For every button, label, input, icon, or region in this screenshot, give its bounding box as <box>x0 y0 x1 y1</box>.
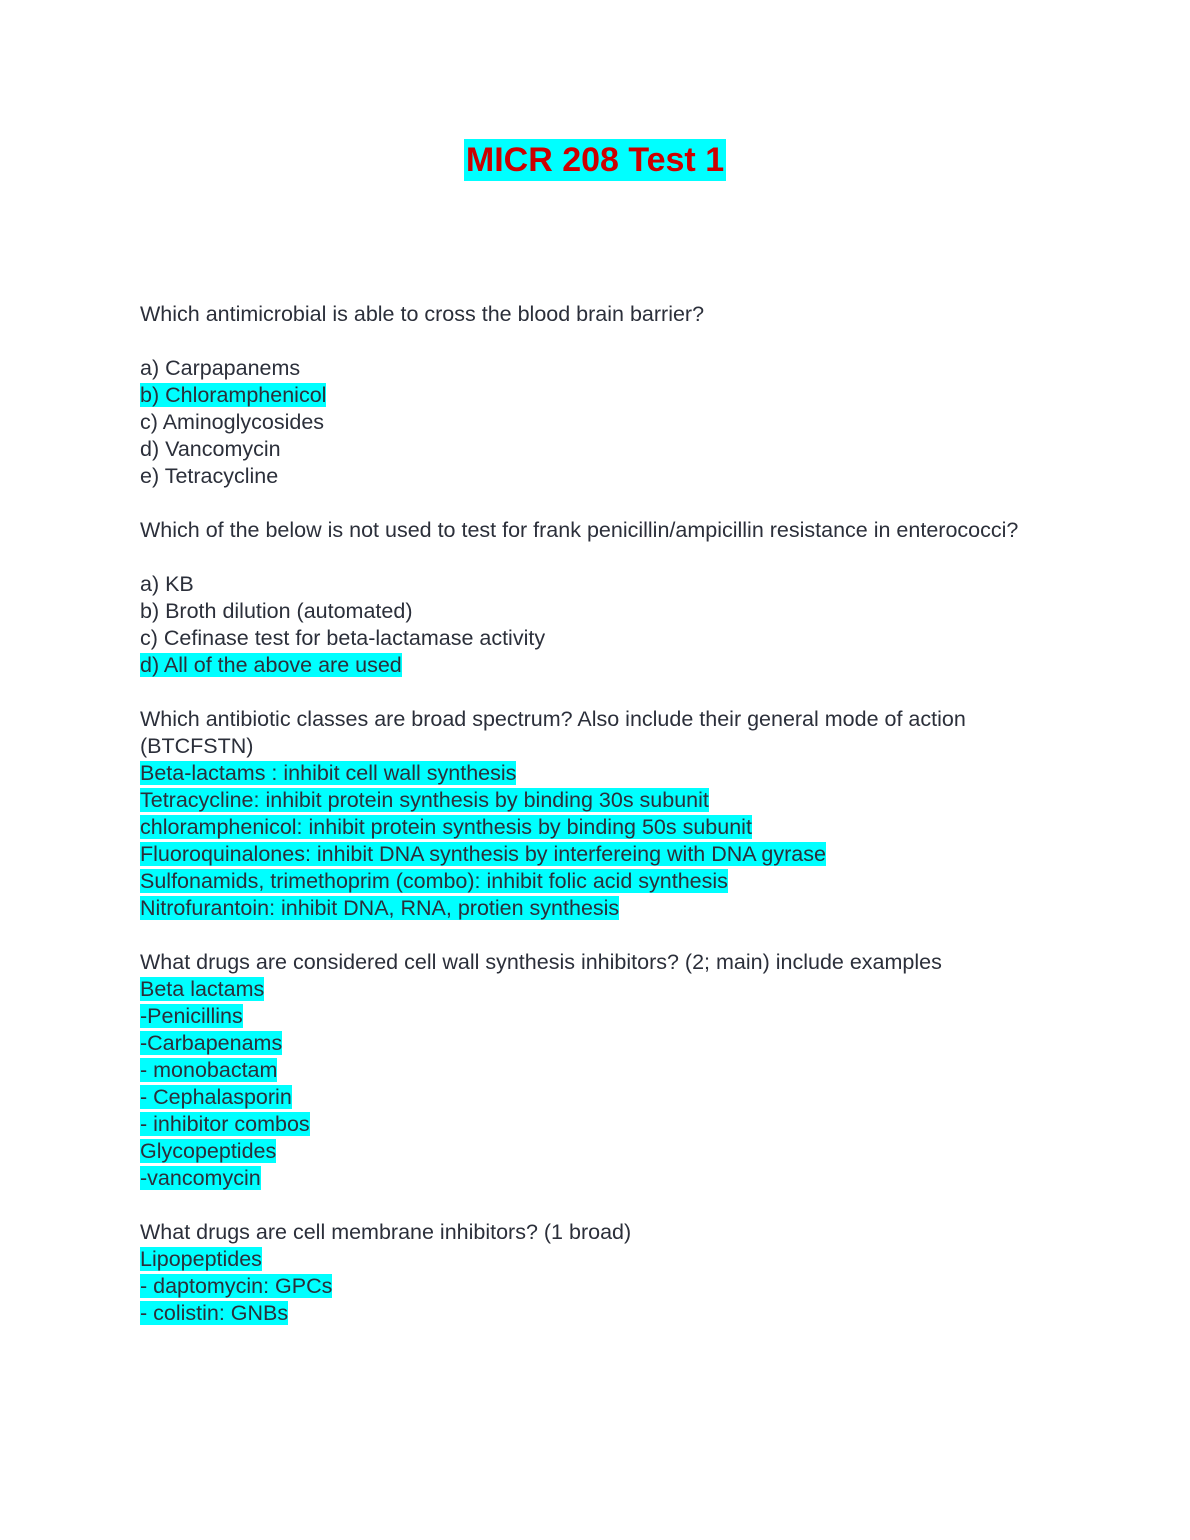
q2-option-d-answer: d) All of the above are used <box>140 653 402 677</box>
q3-answer-line: chloramphenicol: inhibit protein synthesis by binding 50s subunit <box>140 815 752 839</box>
spacer <box>140 490 1050 517</box>
q1-option-b-answer: b) Chloramphenicol <box>140 383 327 407</box>
q3-answer-line: Tetracycline: inhibit protein synthesis by binding 30s subunit <box>140 788 709 812</box>
question-4 <box>140 949 1050 1192</box>
q4-answer-line: -Carbapenams <box>140 1031 283 1055</box>
spacer <box>140 1192 1050 1219</box>
question-2 <box>140 517 1050 679</box>
q5-answer-line: - daptomycin: GPCs <box>140 1274 333 1298</box>
document-body <box>140 301 1050 1327</box>
q2-option-c: c) Cefinase test for beta-lactamase activity <box>140 626 546 650</box>
question-3 <box>140 706 1050 922</box>
q3-answer-line: Beta-lactams : inhibit cell wall synthesis <box>140 761 517 785</box>
q5-answer-line: Lipopeptides <box>140 1247 262 1271</box>
question-3-text: Which antibiotic classes are broad spectrum? Also include their general mode of action (BTCFSTN) <box>140 707 966 758</box>
q4-answer-line: - inhibitor combos <box>140 1112 310 1136</box>
question-1 <box>140 301 1050 490</box>
question-4-text: What drugs are considered cell wall synthesis inhibitors? (2; main) include examples <box>140 950 942 974</box>
q3-answer-line: Sulfonamids, trimethoprim (combo): inhibit folic acid synthesis <box>140 869 728 893</box>
q5-answer-line: - colistin: GNBs <box>140 1301 289 1325</box>
spacer <box>140 679 1050 706</box>
q4-answer-line: - monobactam <box>140 1058 278 1082</box>
page-title: MICR 208 Test 1 <box>465 141 725 179</box>
question-2-text: Which of the below is not used to test for frank penicillin/ampicillin resistance in enterococci? <box>140 518 1019 542</box>
q4-answer-line: - Cephalasporin <box>140 1085 292 1109</box>
q3-answer-line: Fluoroquinalones: inhibit DNA synthesis by interfereing with DNA gyrase <box>140 842 826 866</box>
q1-option-c: c) Aminoglycosides <box>140 410 325 434</box>
q1-option-e: e) Tetracycline <box>140 464 279 488</box>
q3-answer-line: Nitrofurantoin: inhibit DNA, RNA, protien synthesis <box>140 896 620 920</box>
q4-answer-line: Beta lactams <box>140 977 265 1001</box>
q4-answer-line: -Penicillins <box>140 1004 243 1028</box>
q4-answer-line: Glycopeptides <box>140 1139 277 1163</box>
question-5-text: What drugs are cell membrane inhibitors? (1 broad) <box>140 1220 632 1244</box>
q2-option-b: b) Broth dilution (automated) <box>140 599 413 623</box>
spacer <box>140 328 1050 355</box>
q2-option-a: a) KB <box>140 572 194 596</box>
question-5 <box>140 1219 1050 1327</box>
title-container <box>0 139 1190 181</box>
q4-answer-line: -vancomycin <box>140 1166 261 1190</box>
question-1-text: Which antimicrobial is able to cross the blood brain barrier? <box>140 302 705 326</box>
spacer <box>140 922 1050 949</box>
q1-option-a: a) Carpapanems <box>140 356 301 380</box>
q1-option-d: d) Vancomycin <box>140 437 281 461</box>
spacer <box>140 544 1050 571</box>
